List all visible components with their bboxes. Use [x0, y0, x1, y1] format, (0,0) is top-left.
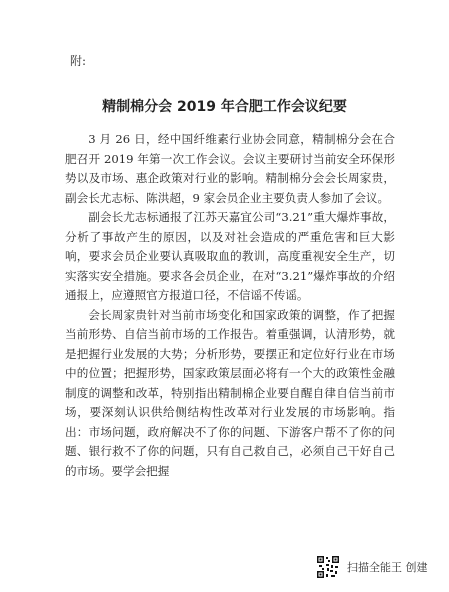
document-title: 精制棉分会 2019 年合肥工作会议纪要 [102, 99, 347, 115]
paragraph-president-report: 会长周家贵针对当前市场变化和国家政策的调整，作了把握当前形势、自信当前市场的工作报告。着重强调，认清形势，就是把握行业发展的大势；分析形势，要摆正和定位好行业在市场中的位置；把握形势，国家政策层面必将有一个大的政策性金融制度的调整和改革，特别指出精制棉企业要自醒自律自信当前市场，要深刻认识供给侧结构性改革对行业发展的市场影响。指出：市场问题，政府解决不了你的问题、下游客户帮不了你的问题、银行救不了你的问题，只有自己救自己，必须自己干好自己的市场。要学会把握 [65, 307, 395, 478]
scanner-watermark [316, 553, 436, 581]
qr-code-icon [316, 555, 340, 579]
annex-label: 附: [70, 54, 87, 68]
paragraph-meeting-intro: 3 月 26 日，经中国纤维素行业协会同意，精制棉分会在合肥召开 2019 年第一次工作会议。会议主要研讨当前安全环保形势以及市场、惠企政策对行业的影响。精制棉分会会长周家贵，副会长尤志标、陈洪超，9 家会员企业主要负责人参加了会议。 [65, 132, 395, 205]
document-body [65, 130, 395, 481]
paragraph-accident-report: 副会长尤志标通报了江苏天嘉宜公司“3.21”重大爆炸事故，分析了事故产生的原因，以及对社会造成的严重危害和巨大影响，要求会员企业要认真吸取血的教训，高度重视安全生产，切实落实安全措施。要求各会员企业，在对“3.21”爆炸事故的介绍通报上，应遵照官方报道口径，不信谣不传谣。 [65, 210, 395, 302]
scanner-watermark-label: 扫描全能王 创建 [347, 561, 428, 574]
